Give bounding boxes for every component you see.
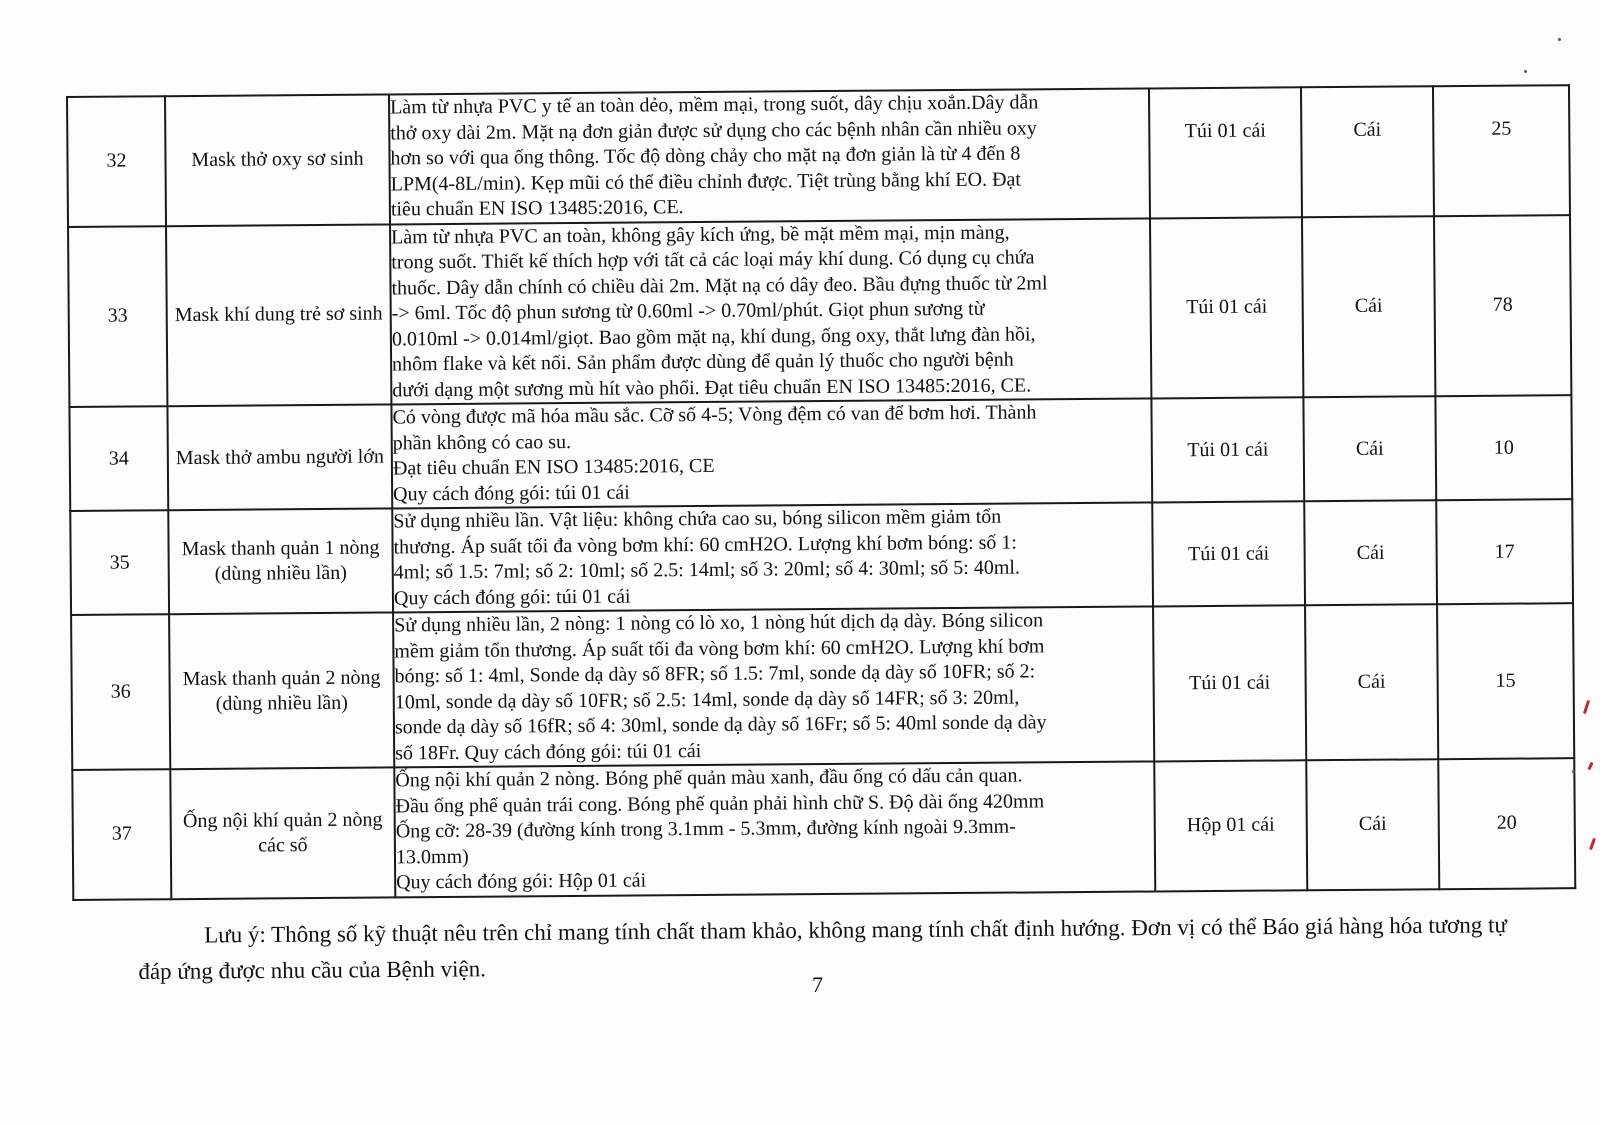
description-line: phần không có cao su. [392, 430, 572, 454]
description-line: Ống cỡ: 28-39 (đường kính trong 3.1mm - 5.3mm, đường kính ngoài 9.3mm- [395, 815, 1016, 843]
packing-cell [1149, 87, 1302, 218]
description-line: Đạt tiêu chuẩn EN ISO 13485:2016, CE [392, 454, 715, 480]
packing-value: Túi 01 cái [1184, 119, 1266, 142]
row-number-cell: 32 [67, 96, 166, 226]
description-line: Sử dụng nhiều lần. Vật liệu: không chứa cao su, bóng silicon mềm giảm tổn [393, 505, 1002, 533]
red-pen-mark [1589, 838, 1596, 850]
product-name-cell: Mask khí dung trẻ sơ sinh [166, 224, 391, 406]
description-line: sonde dạ dày số 16fR; số 4: 30ml, sonde dạ dày số 16Fr; số 5: 40ml sonde dạ dày [394, 711, 1047, 739]
description-line: 4ml; số 1.5: 7ml; số 2: 10ml; số 2.5: 14ml; số 3: 20ml; số 4: 30ml; số 5: 40ml. [393, 556, 1020, 584]
description-line: Quy cách đóng gói: túi 01 cái [393, 481, 630, 505]
unit-cell: Cái [1304, 500, 1437, 605]
reference-note: Lưu ý: Thông số kỹ thuật nêu trên chỉ mang tính chất tham khảo, không mang tính chất định hướng. Đơn vị có thể Báo giá hàng hóa tương tự đáp ứng được nhu cầu của Bệnh viện. [138, 912, 1507, 984]
product-name-cell: Mask thở ambu người lớn [167, 404, 392, 510]
quantity-cell [1433, 85, 1570, 216]
table-row [71, 603, 1574, 770]
red-pen-mark [1587, 762, 1593, 771]
quantity-cell: 78 [1434, 215, 1571, 397]
row-number-cell: 36 [71, 614, 170, 770]
row-number-cell: 35 [70, 510, 169, 615]
product-name-cell: Ống nội khí quản 2 nòng các số [170, 767, 395, 898]
description-line: Quy cách đóng gói: Hộp 01 cái [396, 869, 647, 894]
packing-cell: Túi 01 cái [1150, 217, 1303, 399]
unit-cell: Cái [1302, 216, 1435, 398]
specification-table [66, 84, 1576, 900]
description-line: bóng: số 1: 4ml, Sonde dạ dày số 8FR; số 1.5: 7ml, sonde dạ dày số 10FR; số 2: [394, 660, 1036, 688]
scan-speck [1572, 770, 1575, 773]
packing-cell: Túi 01 cái [1151, 397, 1304, 502]
page-number: 7 [812, 972, 823, 997]
description-line: nhôm flake và kết nối. Sản phẩm được dùng để quản lý thuốc cho người bệnh [392, 348, 1014, 376]
specification-table-body [67, 85, 1575, 899]
table-row [69, 395, 1572, 511]
scan-speck [1558, 38, 1561, 41]
row-number-cell: 34 [69, 406, 168, 511]
description-line: 13.0mm) [395, 845, 469, 868]
description-cell [391, 398, 1152, 508]
description-cell [390, 218, 1151, 404]
description-line: thở oxy dài 2m. Mặt nạ đơn giản được sử dụng cho các bệnh nhân cần nhiều oxy [390, 116, 1037, 144]
description-line: 10ml, sonde dạ dày số 10FR; số 2.5: 14ml, sonde dạ dày số 14FR; số 3: 20ml, [394, 686, 1020, 713]
description-line: Đầu ống phế quản trái cong. Bóng phế quản phải hình chữ S. Độ dài ống 420mm [395, 789, 1045, 817]
description-line: LPM(4-8L/min). Kẹp mũi có thể điều chỉnh được. Tiệt trùng bằng khí EO. Đạt [390, 168, 1022, 195]
description-line: Có vòng được mã hóa mầu sắc. Cỡ số 4-5; Vòng đệm có van để bơm hơi. Thành [392, 401, 1037, 429]
packing-cell: Túi 01 cái [1153, 605, 1306, 761]
description-line: -> 6ml. Tốc độ phun sương từ 0.60ml -> 0.70ml/phút. Giọt phun sương từ [391, 297, 985, 325]
quantity-cell: 20 [1438, 758, 1575, 889]
table-row [72, 758, 1575, 899]
red-pen-mark [1583, 700, 1590, 714]
description-line: số 18Fr. Quy cách đóng gói: túi 01 cái [395, 739, 702, 764]
packing-cell: Túi 01 cái [1152, 501, 1305, 606]
unit-cell [1301, 86, 1434, 217]
row-number-cell: 33 [68, 226, 167, 407]
description-line: Làm từ nhựa PVC an toàn, không gây kích ứng, bề mặt mềm mại, mịn màng, [391, 221, 1010, 248]
scan-speck [1524, 70, 1527, 73]
description-cell [389, 88, 1150, 223]
product-name-cell: Mask thanh quản 2 nòng (dùng nhiều lần) [169, 612, 394, 769]
quantity-cell: 10 [1435, 395, 1572, 500]
table-row [68, 215, 1571, 407]
row-number-cell: 37 [72, 769, 171, 899]
quantity-value: 25 [1491, 117, 1512, 140]
unit-cell: Cái [1305, 604, 1438, 760]
packing-cell: Hộp 01 cái [1154, 760, 1307, 891]
table-row [70, 499, 1573, 615]
unit-cell: Cái [1306, 759, 1439, 890]
unit-cell: Cái [1303, 396, 1436, 501]
description-line: thương. Áp suất tối đa vòng bơm khí: 60 cmH2O. Lượng khí bơm bóng: số 1: [393, 531, 1018, 558]
description-cell [392, 502, 1153, 612]
quantity-cell: 17 [1436, 499, 1573, 604]
product-name-cell: Mask thở oxy sơ sinh [165, 94, 390, 225]
description-line: dưới dạng một sương mù hít vào phổi. Đạt tiêu chuẩn EN ISO 13485:2016, CE. [392, 373, 1032, 401]
description-line: tiêu chuẩn EN ISO 13485:2016, CE. [390, 196, 684, 221]
description-cell [393, 606, 1154, 767]
description-line: Ống nội khí quản 2 nòng. Bóng phế quản màu xanh, đầu ống có dấu cản quan. [395, 764, 1023, 792]
product-name-cell: Mask thanh quản 1 nòng (dùng nhiều lần) [168, 508, 393, 614]
description-line: Làm từ nhựa PVC y tế an toàn dẻo, mềm mại, trong suốt, dây chịu xoắn.Dây dẫn [390, 91, 1039, 119]
description-line: hơn so với qua ống thông. Tốc độ dòng chảy cho mặt nạ đơn giản là từ 4 đến 8 [390, 142, 1021, 170]
description-line: thuốc. Dây dẫn chính có chiều dài 2m. Mặt nạ có dây đeo. Bầu đựng thuốc từ 2ml [391, 271, 1048, 299]
description-line: trong suốt. Thiết kế thích hợp với tất cả các loại máy khí dung. Có dụng cụ chứa [391, 246, 1035, 274]
description-line: Sử dụng nhiều lần, 2 nòng: 1 nòng có lò xo, 1 nòng hút dịch dạ dày. Bóng silicon [394, 609, 1044, 637]
description-line: 0.010ml -> 0.014ml/giọt. Bao gồm mặt nạ, khí dung, ống oxy, thắt lưng đàn hồi, [391, 322, 1036, 350]
table-row [67, 85, 1570, 226]
unit-value: Cái [1353, 118, 1382, 141]
specification-table-wrapper [66, 84, 1562, 900]
description-cell [394, 761, 1155, 896]
quantity-cell: 15 [1437, 603, 1574, 759]
description-line: Quy cách đóng gói: túi 01 cái [393, 585, 631, 609]
description-line: mềm giảm tổn thương. Áp suất tối đa vòng bơm khí: 60 cmH2O. Lượng khí bơm [394, 634, 1045, 662]
